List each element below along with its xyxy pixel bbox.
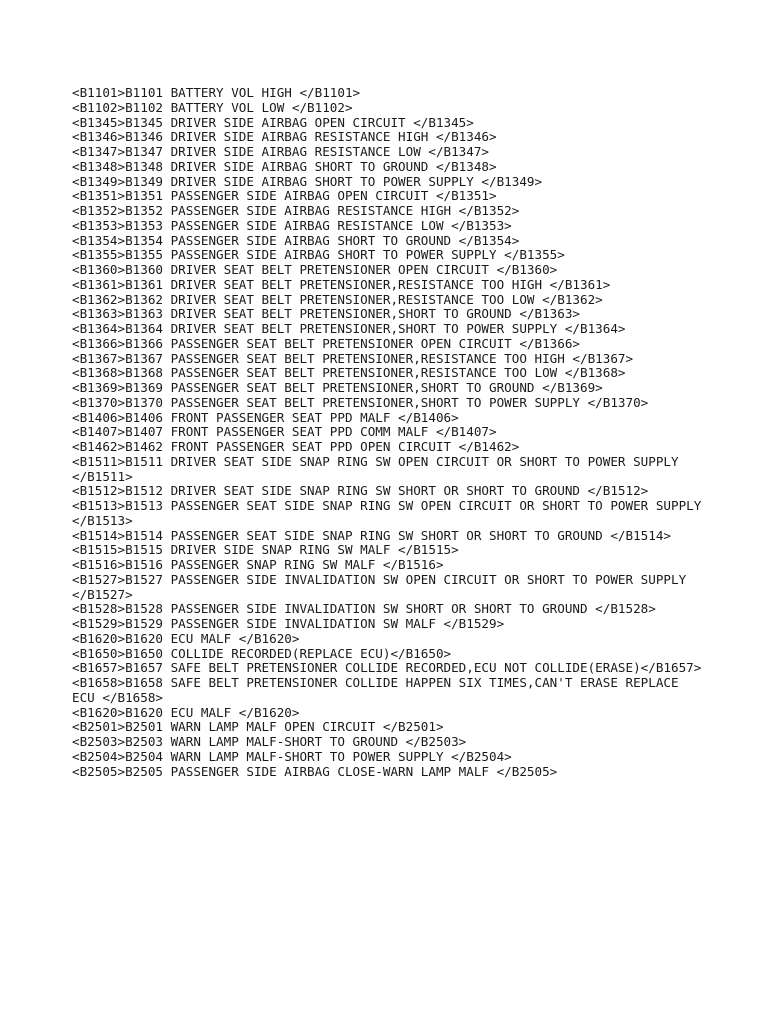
dtc-line: <B1620>B1620 ECU MALF </B1620> [72, 704, 300, 720]
dtc-line: <B1620>B1620 ECU MALF </B1620> [72, 630, 300, 646]
dtc-line: <B1101>B1101 BATTERY VOL HIGH </B1101> [72, 85, 361, 100]
dtc-line: </B1511> [72, 468, 133, 484]
dtc-line: <B1351>B1351 PASSENGER SIDE AIRBAG OPEN CIRCUIT </B1351> [72, 188, 497, 204]
dtc-line: <B1366>B1366 PASSENGER SEAT BELT PRETENSIONER OPEN CIRCUIT </B1366> [72, 335, 580, 351]
dtc-line: <B1354>B1354 PASSENGER SIDE AIRBAG SHORT TO GROUND </B1354> [72, 232, 520, 248]
dtc-line: <B1511>B1511 DRIVER SEAT SIDE SNAP RING SW OPEN CIRCUIT OR SHORT TO POWER SUPPLY [72, 453, 679, 469]
dtc-line: <B1528>B1528 PASSENGER SIDE INVALIDATION SW SHORT OR SHORT TO GROUND </B1528> [72, 601, 656, 617]
dtc-line: <B1407>B1407 FRONT PASSENGER SEAT PPD COMM MALF </B1407> [72, 424, 497, 440]
dtc-code-list [72, 86, 712, 779]
dtc-line: <B1352>B1352 PASSENGER SIDE AIRBAG RESISTANCE HIGH </B1352> [72, 203, 520, 218]
dtc-line: <B1406>B1406 FRONT PASSENGER SEAT PPD MALF </B1406> [72, 409, 459, 425]
dtc-line: <B1102>B1102 BATTERY VOL LOW </B1102> [72, 99, 353, 115]
dtc-line: <B1527>B1527 PASSENGER SIDE INVALIDATION SW OPEN CIRCUIT OR SHORT TO POWER SUPPLY [72, 571, 687, 587]
dtc-line: <B1657>B1657 SAFE BELT PRETENSIONER COLLIDE RECORDED,ECU NOT COLLIDE(ERASE)</B1657> [72, 660, 702, 676]
dtc-line: <B1512>B1512 DRIVER SEAT SIDE SNAP RING SW SHORT OR SHORT TO GROUND </B1512> [72, 483, 649, 499]
dtc-line: <B1346>B1346 DRIVER SIDE AIRBAG RESISTANCE HIGH </B1346> [72, 129, 497, 145]
dtc-line: <B1345>B1345 DRIVER SIDE AIRBAG OPEN CIRCUIT </B1345> [72, 114, 474, 130]
dtc-line: <B1462>B1462 FRONT PASSENGER SEAT PPD OPEN CIRCUIT </B1462> [72, 439, 520, 454]
dtc-line: <B1658>B1658 SAFE BELT PRETENSIONER COLLIDE HAPPEN SIX TIMES,CAN'T ERASE REPLACE [72, 675, 679, 690]
dtc-line: <B1349>B1349 DRIVER SIDE AIRBAG SHORT TO POWER SUPPLY </B1349> [72, 173, 543, 189]
dtc-line: <B1513>B1513 PASSENGER SEAT SIDE SNAP RING SW OPEN CIRCUIT OR SHORT TO POWER SUPPLY [72, 498, 702, 513]
dtc-line: <B1650>B1650 COLLIDE RECORDED(REPLACE ECU)</B1650> [72, 645, 452, 661]
dtc-line: <B1353>B1353 PASSENGER SIDE AIRBAG RESISTANCE LOW </B1353> [72, 217, 512, 233]
dtc-line: <B1514>B1514 PASSENGER SEAT SIDE SNAP RING SW SHORT OR SHORT TO GROUND </B1514> [72, 527, 671, 543]
dtc-line: <B1369>B1369 PASSENGER SEAT BELT PRETENSIONER,SHORT TO GROUND </B1369> [72, 380, 603, 395]
dtc-line: <B1360>B1360 DRIVER SEAT BELT PRETENSIONER OPEN CIRCUIT </B1360> [72, 262, 558, 277]
dtc-line: <B1361>B1361 DRIVER SEAT BELT PRETENSIONER,RESISTANCE TOO HIGH </B1361> [72, 276, 611, 292]
dtc-line: <B1364>B1364 DRIVER SEAT BELT PRETENSIONER,SHORT TO POWER SUPPLY </B1364> [72, 321, 626, 336]
dtc-line: <B2501>B2501 WARN LAMP MALF OPEN CIRCUIT </B2501> [72, 719, 444, 735]
dtc-line: <B2505>B2505 PASSENGER SIDE AIRBAG CLOSE-WARN LAMP MALF </B2505> [72, 763, 558, 779]
document-page [72, 86, 712, 779]
dtc-line: <B1355>B1355 PASSENGER SIDE AIRBAG SHORT TO POWER SUPPLY </B1355> [72, 247, 565, 263]
dtc-line: <B1370>B1370 PASSENGER SEAT BELT PRETENSIONER,SHORT TO POWER SUPPLY </B1370> [72, 394, 649, 410]
dtc-line: <B1368>B1368 PASSENGER SEAT BELT PRETENSIONER,RESISTANCE TOO LOW </B1368> [72, 365, 626, 381]
dtc-line: <B1347>B1347 DRIVER SIDE AIRBAG RESISTANCE LOW </B1347> [72, 144, 490, 159]
dtc-line: <B1529>B1529 PASSENGER SIDE INVALIDATION SW MALF </B1529> [72, 616, 505, 631]
dtc-line: </B1527> [72, 586, 133, 602]
dtc-line: <B1363>B1363 DRIVER SEAT BELT PRETENSIONER,SHORT TO GROUND </B1363> [72, 306, 580, 322]
dtc-line: <B1348>B1348 DRIVER SIDE AIRBAG SHORT TO GROUND </B1348> [72, 158, 497, 174]
dtc-line: <B1367>B1367 PASSENGER SEAT BELT PRETENSIONER,RESISTANCE TOO HIGH </B1367> [72, 350, 634, 366]
dtc-line: <B1515>B1515 DRIVER SIDE SNAP RING SW MALF </B1515> [72, 542, 459, 558]
dtc-line: <B2504>B2504 WARN LAMP MALF-SHORT TO POWER SUPPLY </B2504> [72, 748, 512, 764]
dtc-line: <B1516>B1516 PASSENGER SNAP RING SW MALF </B1516> [72, 557, 444, 572]
dtc-line: </B1513> [72, 512, 133, 528]
dtc-line: <B1362>B1362 DRIVER SEAT BELT PRETENSIONER,RESISTANCE TOO LOW </B1362> [72, 291, 603, 307]
dtc-line: ECU </B1658> [72, 689, 163, 705]
dtc-line: <B2503>B2503 WARN LAMP MALF-SHORT TO GROUND </B2503> [72, 734, 467, 749]
